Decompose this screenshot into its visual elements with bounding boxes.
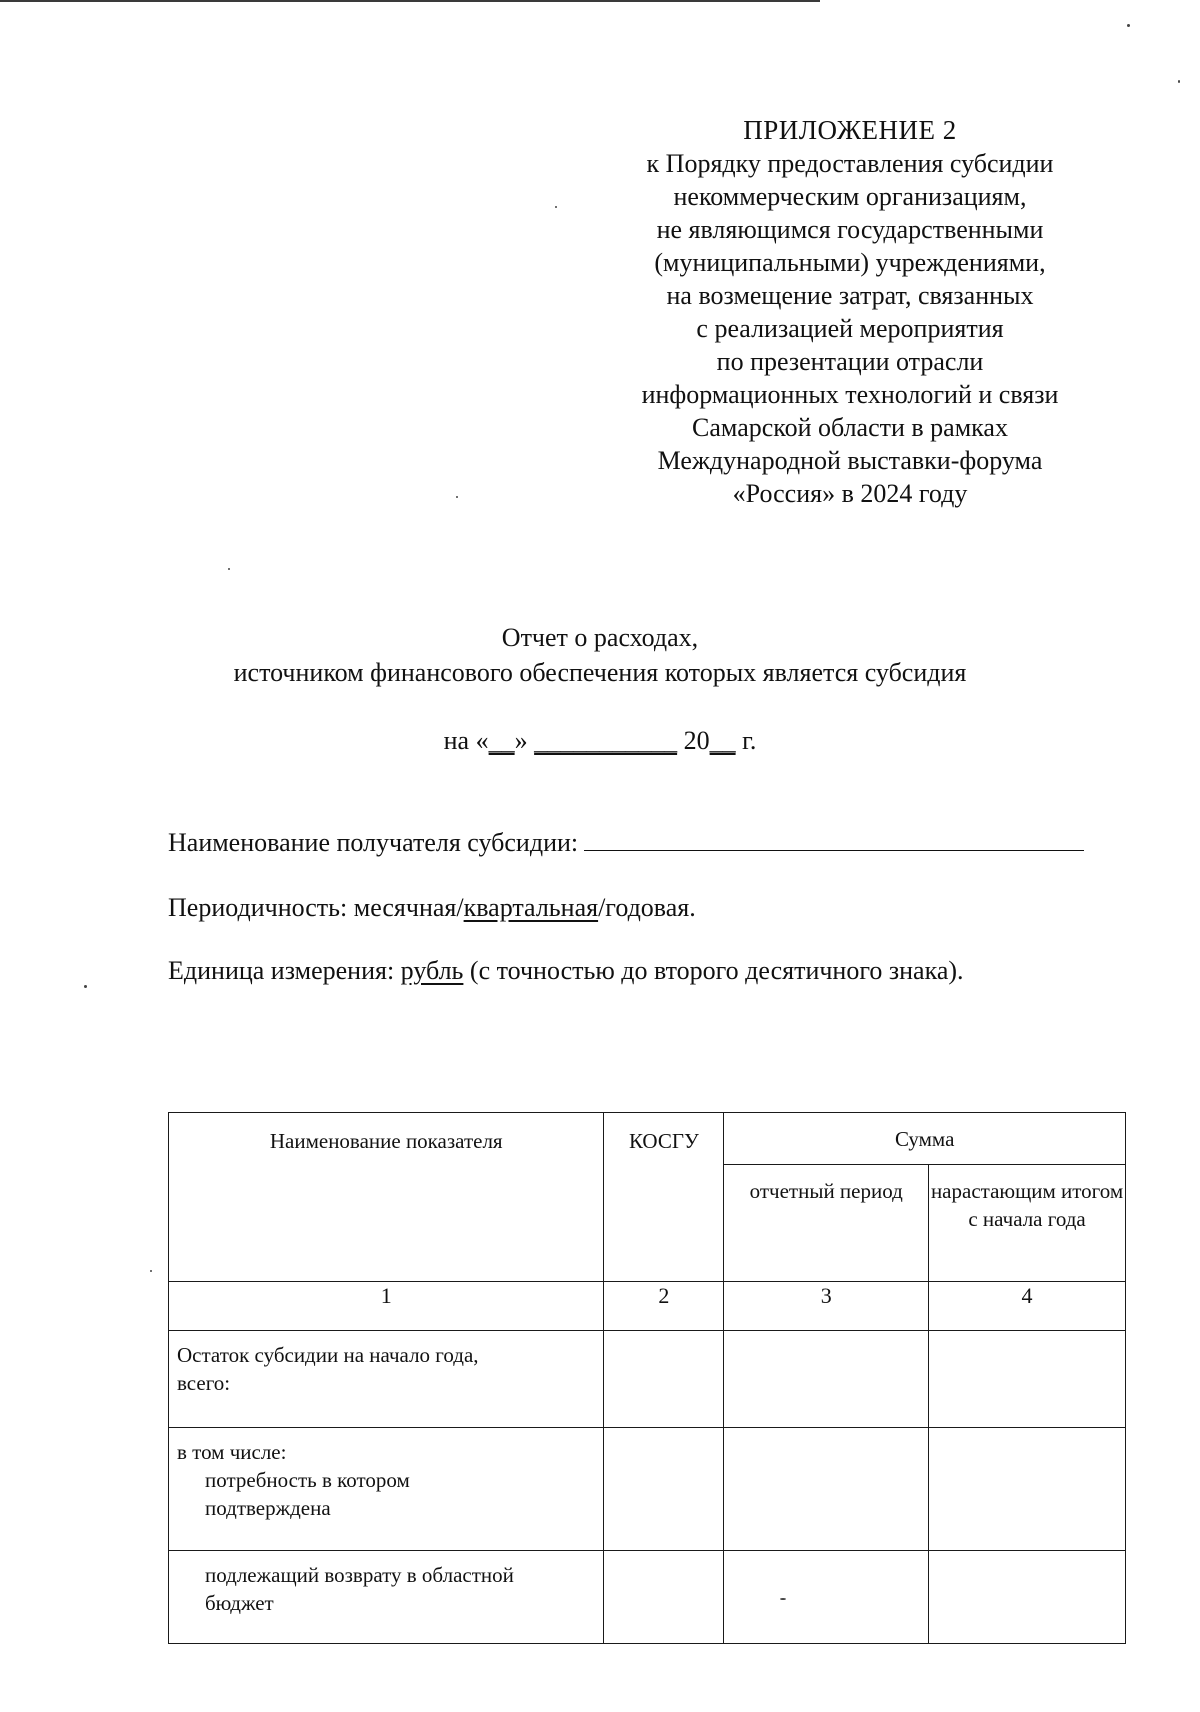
- date-year-prefix: 20: [677, 726, 710, 755]
- date-suffix: г.: [735, 726, 757, 755]
- row-label-line: бюджет: [205, 1591, 274, 1615]
- row-label: [169, 1551, 604, 1644]
- report-title-line: источником финансового обеспечения которых является субсидия: [233, 658, 967, 687]
- header-kosgu: КОСГУ: [604, 1113, 724, 1282]
- scan-speck: [84, 985, 87, 988]
- table-row: [169, 1551, 1126, 1644]
- scan-speck: [150, 1270, 152, 1272]
- periodicity-label: Периодичность: месячная/: [168, 893, 464, 922]
- recipient-field-row: [168, 828, 1084, 858]
- periodicity-selected: квартальная: [463, 893, 599, 922]
- cumulative-cell[interactable]: [929, 1331, 1126, 1428]
- appendix-line: по презентации отрасли: [716, 347, 984, 376]
- table-header-row: [169, 1113, 1126, 1165]
- cumulative-cell[interactable]: [929, 1428, 1126, 1551]
- scan-border-line: [0, 0, 820, 2]
- unit-value: рубль: [400, 956, 464, 985]
- appendix-line: Международной выставки-форума: [657, 446, 1043, 475]
- kosgu-cell[interactable]: [604, 1428, 724, 1551]
- scan-speck: [555, 206, 557, 208]
- appendix-line: к Порядку предоставления субсидии: [646, 149, 1054, 178]
- row-label-line: подтверждена: [205, 1496, 331, 1520]
- periodicity-suffix: /годовая.: [598, 893, 696, 922]
- appendix-line: не являющимся государственными: [656, 215, 1044, 244]
- appendix-line: «Россия» в 2024 году: [732, 479, 968, 508]
- row-label-line: в том числе:: [177, 1440, 287, 1464]
- recipient-label: Наименование получателя субсидии:: [168, 828, 579, 857]
- appendix-block: [620, 114, 1080, 510]
- cumulative-cell[interactable]: [929, 1551, 1126, 1644]
- header-sum: Сумма: [724, 1113, 1126, 1165]
- date-prefix: на «: [443, 726, 489, 755]
- appendix-title: ПРИЛОЖЕНИЕ 2: [743, 115, 957, 145]
- kosgu-cell[interactable]: [604, 1551, 724, 1644]
- reporting-period-cell[interactable]: [724, 1331, 929, 1428]
- scan-speck: [1178, 80, 1180, 83]
- header-reporting-period: отчетный период: [724, 1165, 929, 1282]
- header-indicator-name: Наименование показателя: [169, 1113, 604, 1282]
- column-number: 2: [604, 1282, 724, 1331]
- appendix-line: информационных технологий и связи: [641, 380, 1059, 409]
- row-label-line: подлежащий возврату в областной: [205, 1563, 514, 1587]
- expense-report-table: [168, 1112, 1126, 1644]
- date-mid: »: [514, 726, 535, 755]
- row-label-line: Остаток субсидии на начало года,: [177, 1343, 479, 1367]
- appendix-line: некоммерческим организациям,: [673, 182, 1027, 211]
- row-label: [169, 1331, 604, 1428]
- date-day-field[interactable]: __: [488, 726, 515, 755]
- table-row: [169, 1331, 1126, 1428]
- row-label-line: всего:: [177, 1371, 231, 1395]
- kosgu-cell[interactable]: [604, 1331, 724, 1428]
- unit-suffix: (с точностью до второго десятичного знака).: [463, 956, 964, 985]
- unit-row: [168, 956, 964, 986]
- report-title-line: Отчет о расходах,: [501, 623, 699, 652]
- date-month-field[interactable]: ___________: [534, 726, 678, 755]
- report-title: [150, 620, 1050, 690]
- reporting-period-cell[interactable]: [724, 1428, 929, 1551]
- table-row: [169, 1428, 1126, 1551]
- scan-speck: [1127, 24, 1130, 27]
- header-cumulative: нарастающим итогом с начала года: [929, 1165, 1126, 1282]
- column-number-row: [169, 1282, 1126, 1331]
- row-label: [169, 1428, 604, 1551]
- unit-label: Единица измерения:: [168, 956, 401, 985]
- appendix-line: Самарской области в рамках: [692, 413, 1008, 442]
- row-label-line: потребность в котором: [205, 1468, 410, 1492]
- appendix-line: с реализацией мероприятия: [696, 314, 1004, 343]
- scan-speck: [456, 496, 458, 498]
- periodicity-row: [168, 893, 696, 923]
- date-year-field[interactable]: __: [709, 726, 736, 755]
- reporting-period-cell[interactable]: [724, 1551, 929, 1644]
- column-number: 4: [929, 1282, 1126, 1331]
- appendix-line: на возмещение затрат, связанных: [666, 281, 1034, 310]
- report-date-line: [150, 726, 1050, 756]
- column-number: 1: [169, 1282, 604, 1331]
- recipient-input-line[interactable]: [584, 828, 1084, 851]
- appendix-line: (муниципальными) учреждениями,: [654, 248, 1046, 277]
- column-number: 3: [724, 1282, 929, 1331]
- scan-speck: [228, 568, 230, 570]
